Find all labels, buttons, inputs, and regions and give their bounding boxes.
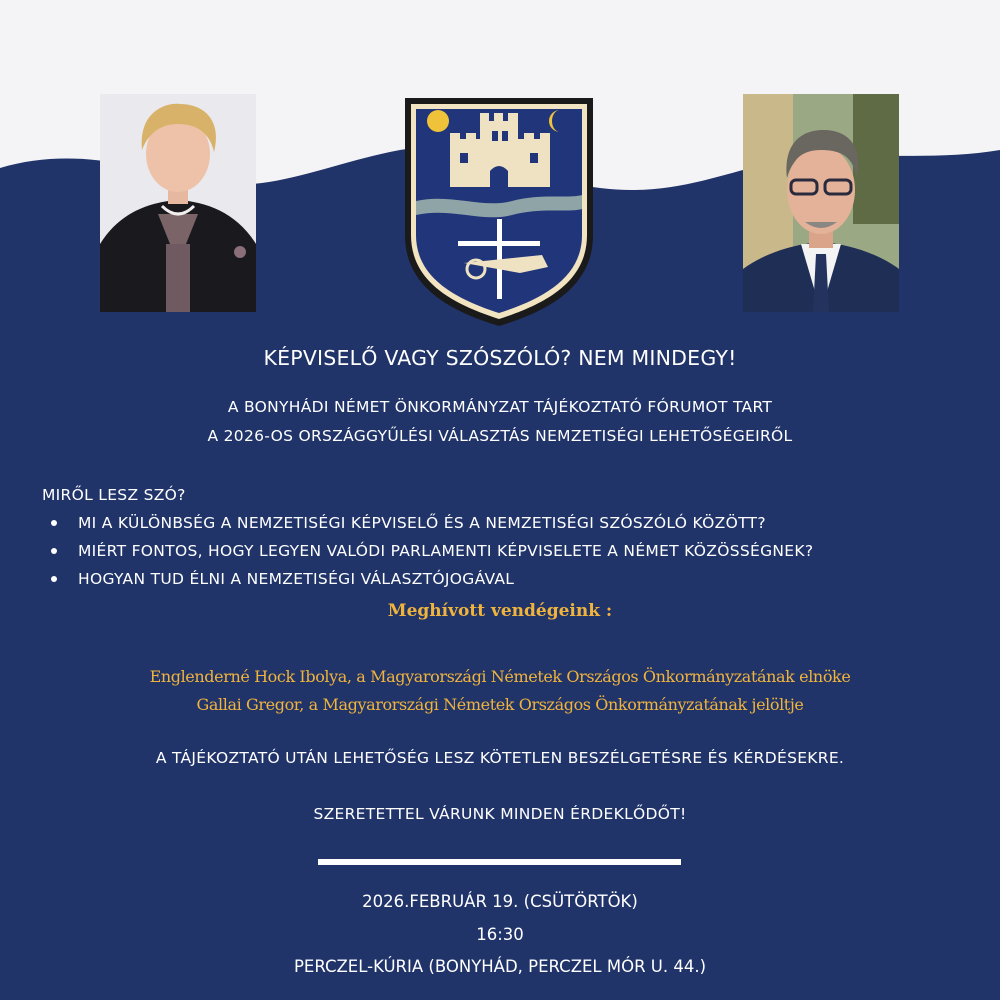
discussion-note: A TÁJÉKOZTATÓ UTÁN LEHETŐSÉG LESZ KÖTETLEN BESZÉLGETÉSRE ÉS KÉRDÉSEKRE. bbox=[155, 749, 845, 767]
topics-heading: MIRŐL LESZ SZÓ? bbox=[42, 486, 186, 504]
event-venue: PERCZEL-KÚRIA (BONYHÁD, PERCZEL MÓR U. 44.) bbox=[293, 957, 707, 976]
municipal-coat-of-arms bbox=[402, 95, 596, 329]
topic-text: MI A KÜLÖNBSÉG A NEMZETISÉGI KÉPVISELŐ ÉS A NEMZETISÉGI SZÓSZÓLÓ KÖZÖTT? bbox=[78, 514, 766, 532]
topic-item bbox=[40, 513, 813, 541]
guests-heading: Meghívott vendégeink : bbox=[387, 601, 613, 621]
topic-text: HOGYAN TUD ÉLNI A NEMZETISÉGI VÁLASZTÓJOGÁVAL bbox=[78, 570, 515, 588]
guest-item: Gallai Gregor, a Magyarországi Németek Országos Önkormányzatának jelöltje bbox=[196, 695, 804, 714]
welcome-text: SZERETETTEL VÁRUNK MINDEN ÉRDEKLŐDŐT! bbox=[313, 805, 687, 823]
portrait-woman-photo bbox=[100, 94, 256, 312]
bullet-dot bbox=[51, 548, 57, 554]
portrait-man-photo bbox=[743, 94, 899, 312]
topic-item bbox=[40, 569, 813, 597]
event-time: 16:30 bbox=[476, 925, 524, 944]
topic-text: MIÉRT FONTOS, HOGY LEGYEN VALÓDI PARLAMENTI KÉPVISELETE A NÉMET KÖZÖSSÉGNEK? bbox=[78, 542, 814, 560]
guest-item: Englenderné Hock Ibolya, a Magyarországi Németek Országos Önkormányzatának elnöke bbox=[149, 667, 851, 686]
bullet-dot bbox=[51, 576, 57, 582]
headline: KÉPVISELŐ VAGY SZÓSZÓLÓ? NEM MINDEGY! bbox=[263, 346, 737, 370]
bullet-dot bbox=[51, 520, 57, 526]
intro-line-1: A BONYHÁDI NÉMET ÖNKORMÁNYZAT TÁJÉKOZTATÓ FÓRUMOT TART bbox=[227, 398, 773, 416]
intro-line-2: A 2026-OS ORSZÁGGYŰLÉSI VÁLASZTÁS NEMZETISÉGI LEHETŐSÉGEIRŐL bbox=[207, 427, 793, 445]
topics-list bbox=[40, 513, 813, 597]
divider bbox=[318, 859, 681, 865]
topic-item bbox=[40, 541, 813, 569]
event-date: 2026.FEBRUÁR 19. (CSÜTÖRTÖK) bbox=[362, 892, 638, 911]
